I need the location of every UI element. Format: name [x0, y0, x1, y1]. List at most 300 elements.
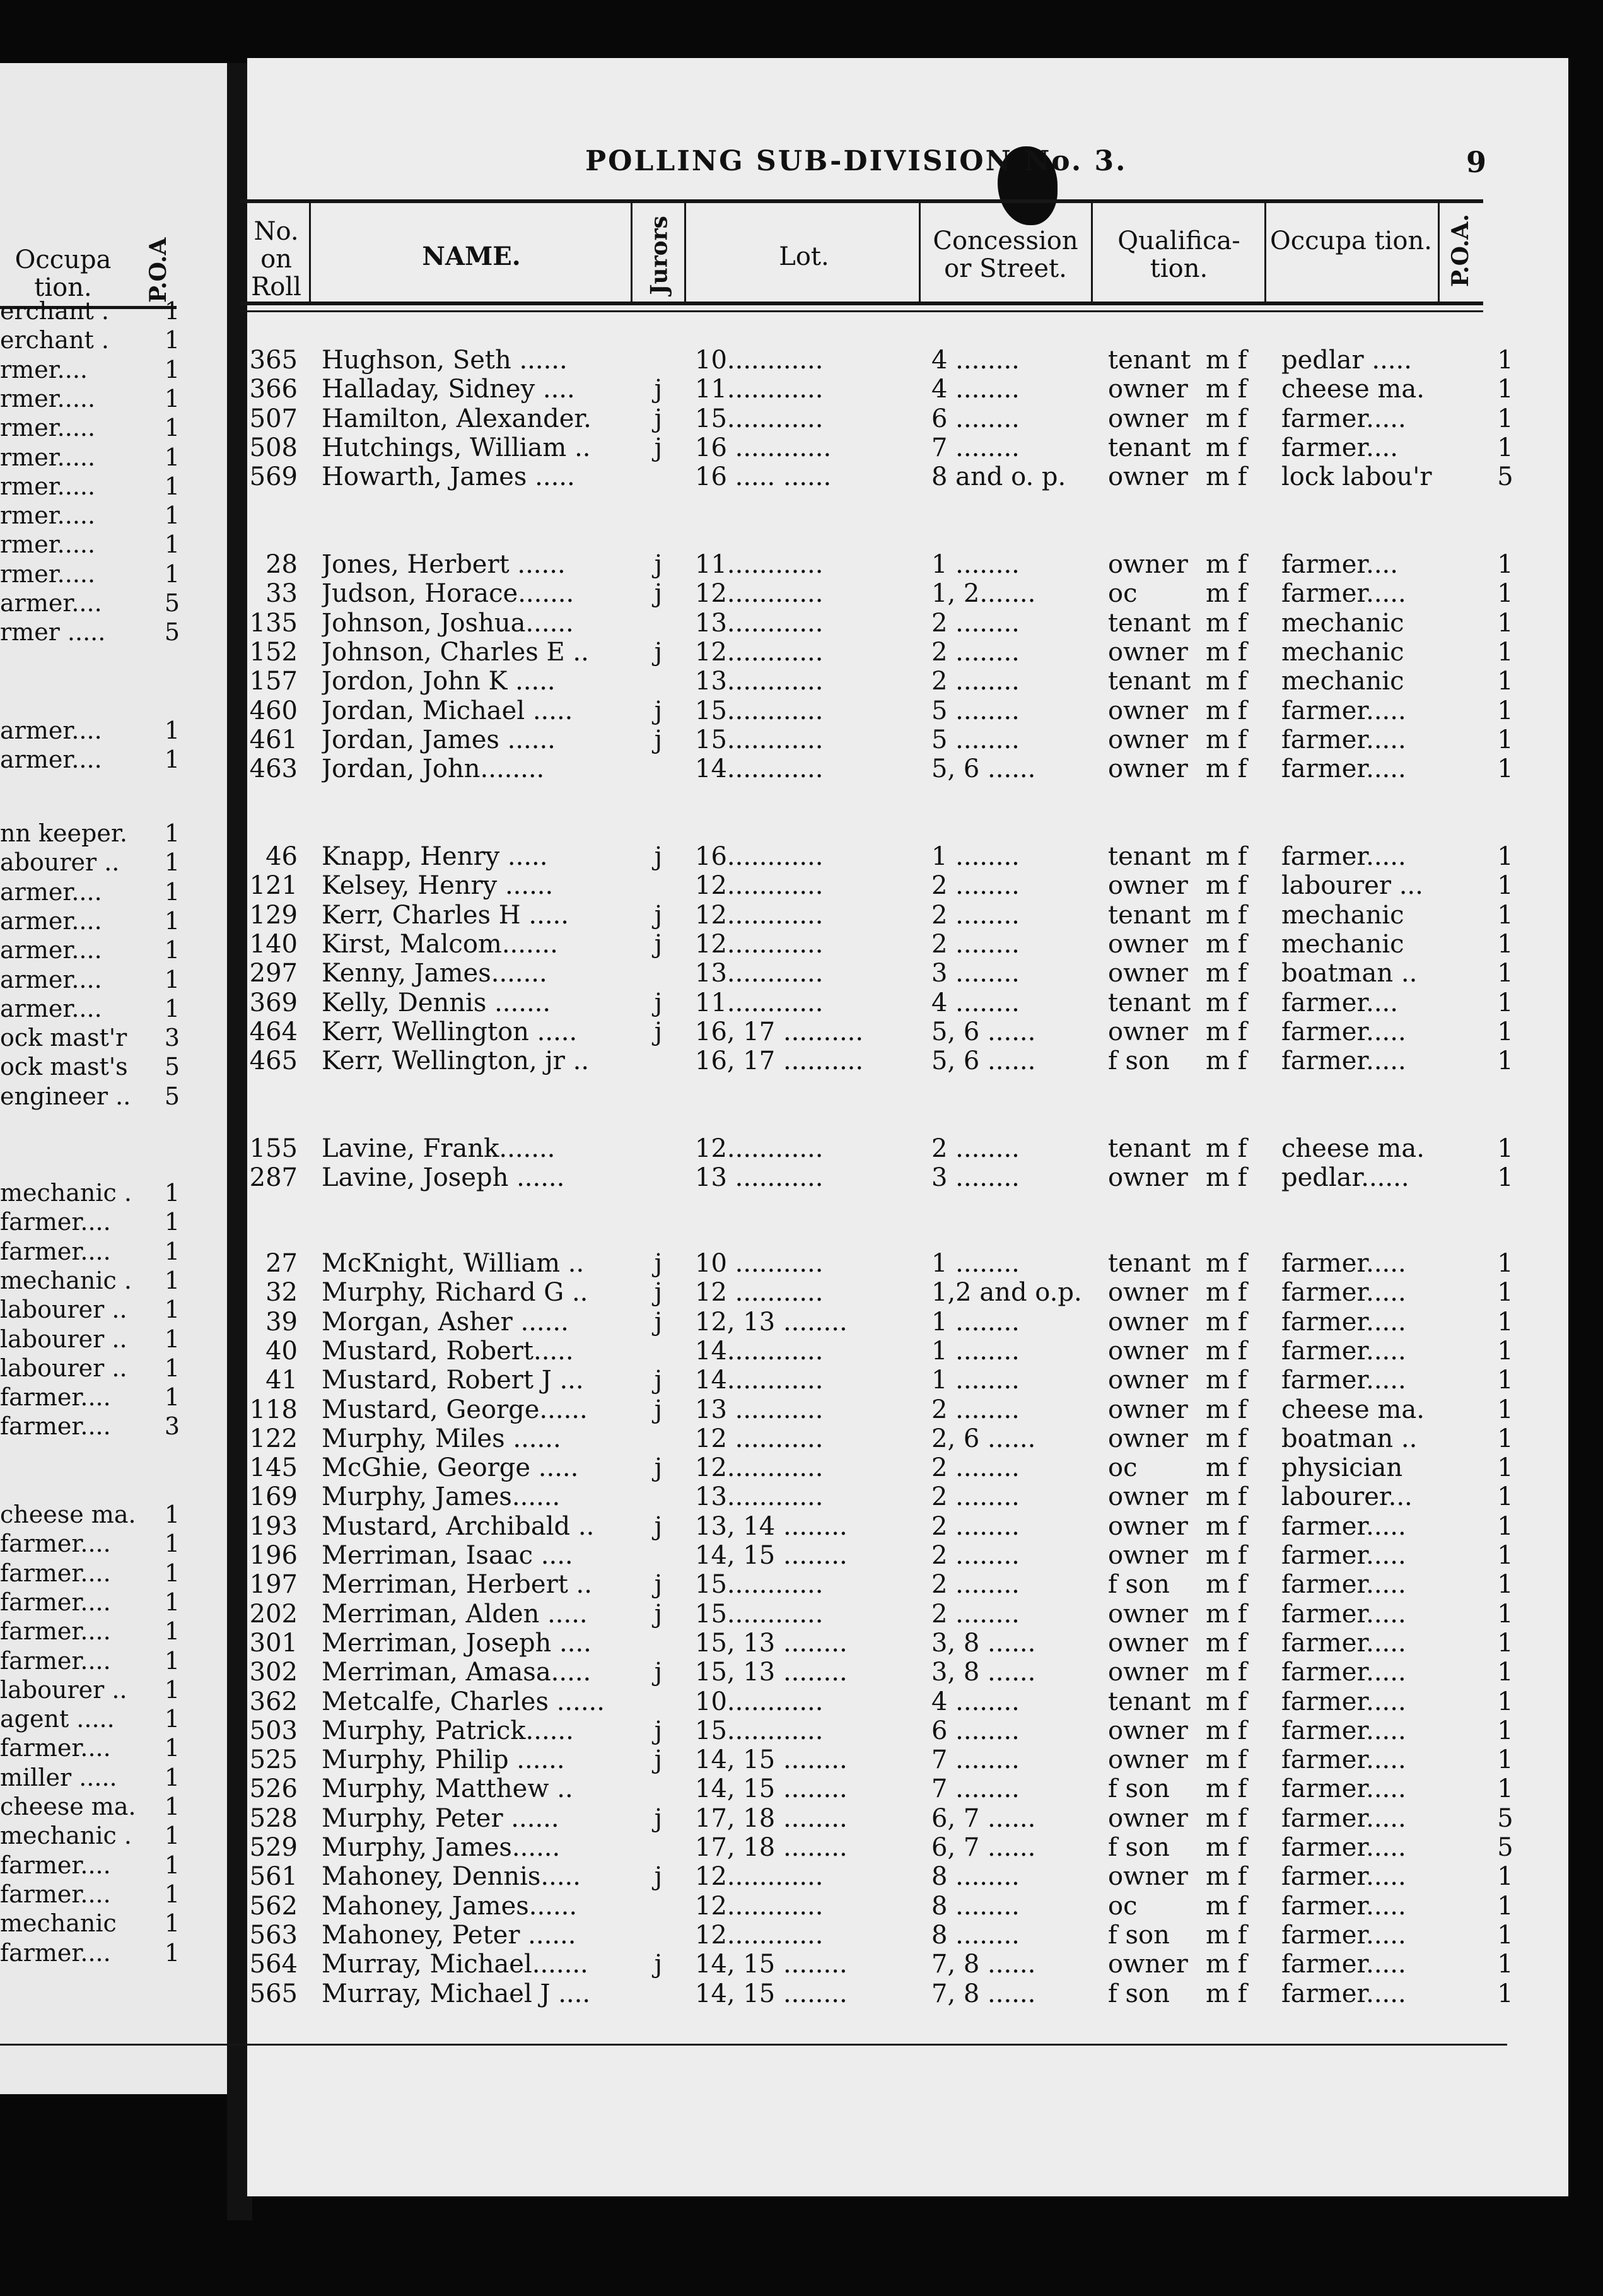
left-occupation-cell: farmer.... [0, 1237, 111, 1265]
lot-cell: 13............ [695, 608, 824, 638]
poa-cell: 1 [1497, 1511, 1513, 1541]
qualification-cell: tenant [1108, 1249, 1191, 1278]
left-poa-cell: 1 [164, 297, 180, 325]
roll-number: 460 [249, 696, 298, 725]
elector-name: Kerr, Wellington, jr .. [322, 1046, 590, 1076]
left-poa-cell: 1 [164, 906, 180, 935]
left-table-row [0, 1559, 208, 1588]
left-occupation-cell: farmer.... [0, 1530, 111, 1558]
occupation-cell: boatman .. [1281, 959, 1418, 988]
left-poa-cell: 1 [164, 848, 180, 877]
left-poa-cell: 1 [164, 1763, 180, 1791]
mf-cell: m f [1206, 1687, 1247, 1716]
roll-number: 563 [249, 1920, 298, 1950]
poa-cell: 1 [1497, 725, 1513, 754]
lot-cell: 12............ [695, 637, 824, 667]
occupation-cell: farmer..... [1281, 1017, 1406, 1046]
left-table-row [0, 1938, 208, 1967]
qualification-cell: owner [1108, 1599, 1188, 1629]
left-occupation-cell: labourer .. [0, 1325, 127, 1353]
occupation-cell: farmer..... [1281, 1046, 1406, 1076]
concession-cell: 2 ........ [931, 1541, 1020, 1570]
qualification-cell: owner [1108, 1424, 1188, 1453]
mf-cell: m f [1206, 1511, 1247, 1541]
table-bottom-rule [0, 2044, 1507, 2046]
concession-cell: 1 ........ [931, 842, 1020, 871]
left-occupation-cell: armer.... [0, 994, 102, 1022]
lot-cell: 13, 14 ........ [695, 1511, 848, 1541]
left-occupation-cell: rmer ..... [0, 618, 106, 647]
qualification-cell: tenant [1108, 346, 1191, 375]
qualification-cell: owner [1108, 1307, 1188, 1337]
left-table-row [0, 472, 208, 501]
left-table-row [0, 589, 208, 618]
left-poa-cell: 1 [164, 501, 180, 530]
poa-cell: 1 [1497, 1046, 1513, 1076]
left-poa-cell: 1 [164, 1530, 180, 1558]
left-occupation-cell: armer.... [0, 877, 102, 906]
table-row [247, 1278, 1559, 1307]
occupation-cell: farmer..... [1281, 754, 1406, 784]
juror-mark: j [654, 433, 663, 462]
left-occupation-cell: cheese ma. [0, 1793, 136, 1820]
juror-mark: j [654, 1658, 663, 1687]
poa-cell: 1 [1497, 433, 1513, 462]
qualification-cell: owner [1108, 1541, 1188, 1570]
occupation-cell: mechanic [1281, 667, 1404, 696]
roll-number: 463 [249, 754, 298, 784]
left-table-row [0, 994, 208, 1023]
qualification-cell: tenant [1108, 667, 1191, 696]
occupation-cell: farmer.... [1281, 433, 1398, 462]
left-table-row [0, 1295, 208, 1324]
left-poa-cell: 1 [164, 1675, 180, 1704]
occupation-cell: cheese ma. [1281, 375, 1425, 404]
left-table-row [0, 1909, 208, 1938]
juror-mark: j [654, 1511, 663, 1541]
left-poa-cell: 5 [164, 1082, 180, 1110]
concession-cell: 2 ........ [931, 1395, 1020, 1424]
juror-mark: j [654, 696, 663, 725]
left-occupation-cell: farmer.... [0, 1208, 111, 1236]
lot-cell: 15............ [695, 1599, 824, 1629]
elector-name: Judson, Horace....... [322, 579, 574, 609]
poa-cell: 1 [1497, 871, 1513, 901]
elector-name: Merriman, Joseph .... [322, 1628, 592, 1658]
page-title: POLLING SUB-DIVISION No. 3. [585, 145, 1128, 177]
lot-cell: 17, 18 ........ [695, 1833, 848, 1862]
table-row [247, 1979, 1559, 2008]
occupation-cell: mechanic [1281, 637, 1404, 667]
poa-cell: 1 [1497, 1979, 1513, 2008]
col-rule-3 [684, 203, 686, 304]
lot-cell: 14, 15 ........ [695, 1950, 848, 1979]
poa-cell: 1 [1497, 1658, 1513, 1687]
left-occupation-cell: ock mast'r [0, 1024, 127, 1052]
left-poa-cell: 1 [164, 355, 180, 384]
poa-cell: 1 [1497, 1745, 1513, 1775]
poa-cell: 1 [1497, 959, 1513, 988]
left-poa-cell: 1 [164, 530, 180, 559]
occupation-cell: farmer..... [1281, 404, 1406, 433]
table-row [247, 1424, 1559, 1453]
elector-name: Murphy, Peter ...... [322, 1803, 559, 1833]
qualification-cell: f son [1108, 1833, 1170, 1862]
occupation-cell: farmer..... [1281, 842, 1406, 871]
elector-name: Murphy, Miles ...... [322, 1424, 561, 1453]
qualification-cell: tenant [1108, 900, 1191, 930]
elector-name: Kerr, Charles H ..... [322, 900, 569, 930]
lot-cell: 10 ........... [695, 1249, 824, 1278]
table-row [247, 1862, 1559, 1891]
concession-cell: 6, 7 ...... [931, 1833, 1036, 1862]
qualification-cell: oc [1108, 1453, 1138, 1483]
left-poa-cell: 1 [164, 1383, 180, 1412]
left-table-row [0, 1354, 208, 1383]
left-occupation-cell: miller ..... [0, 1763, 117, 1791]
left-table-row [0, 1023, 208, 1052]
concession-cell: 7, 8 ...... [931, 1979, 1036, 2008]
poa-cell: 1 [1497, 1920, 1513, 1950]
no-on-roll-header: No. on Roll [251, 217, 301, 302]
table-row [247, 1512, 1559, 1541]
left-poa-cell: 1 [164, 1179, 180, 1207]
roll-number: 40 [265, 1336, 298, 1366]
qualification-cell: owner [1108, 375, 1188, 404]
roll-number: 365 [249, 346, 298, 375]
left-poa-cell: 1 [164, 1734, 180, 1762]
qualification-cell: owner [1108, 1366, 1188, 1395]
juror-mark: j [654, 1745, 663, 1775]
lot-cell: 12 ........... [695, 1278, 824, 1308]
concession-cell: 3, 8 ...... [931, 1658, 1036, 1687]
left-poa-cell: 1 [164, 1822, 180, 1850]
left-occupation-cell: cheese ma. [0, 1501, 136, 1528]
left-table-row [0, 384, 208, 413]
qualification-cell: owner [1108, 404, 1188, 433]
left-occupation-cell: rmer..... [0, 559, 96, 588]
roll-number: 301 [249, 1628, 298, 1658]
juror-mark: j [654, 929, 663, 959]
table-row [247, 1892, 1559, 1921]
juror-mark: j [654, 375, 663, 404]
left-poa-cell: 1 [164, 443, 180, 471]
roll-number: 41 [265, 1366, 298, 1395]
lot-cell: 16............ [695, 842, 824, 871]
poa-cell: 1 [1497, 988, 1513, 1017]
left-occupation-cell: farmer.... [0, 1646, 111, 1675]
poa-cell: 1 [1497, 404, 1513, 433]
juror-mark: j [654, 550, 663, 579]
occupation-cell: farmer..... [1281, 1541, 1406, 1570]
table-row [247, 1046, 1559, 1075]
left-table-row [0, 1821, 208, 1850]
qualification-cell: tenant [1108, 988, 1191, 1017]
qualification-cell: owner [1108, 696, 1188, 725]
mf-cell: m f [1206, 959, 1247, 988]
table-row [247, 1774, 1559, 1803]
mf-cell: m f [1206, 1336, 1247, 1366]
poa-cell: 1 [1497, 1687, 1513, 1716]
concession-cell: 2 ........ [931, 1570, 1020, 1600]
table-row [247, 901, 1559, 930]
juror-mark: j [654, 579, 663, 609]
lot-cell: 14, 15 ........ [695, 1979, 848, 2008]
poa-cell: 1 [1497, 637, 1513, 667]
mf-cell: m f [1206, 1366, 1247, 1395]
left-poa-cell: 1 [164, 1793, 180, 1820]
elector-name: Johnson, Joshua...... [322, 608, 574, 638]
left-poa-cell: 1 [164, 1880, 180, 1908]
concession-cell: 2 ........ [931, 929, 1020, 959]
table-row [247, 1134, 1559, 1163]
left-table-row [0, 530, 208, 559]
table-row [247, 1716, 1559, 1745]
left-table-row [0, 1178, 208, 1207]
mf-cell: m f [1206, 929, 1247, 959]
qualification-cell: owner [1108, 1278, 1188, 1308]
concession-cell: 8 ........ [931, 1920, 1020, 1950]
concession-cell: 2 ........ [931, 900, 1020, 930]
lot-cell: 14............ [695, 754, 824, 784]
roll-number: 129 [249, 900, 298, 930]
left-poa-header: P.O.A [145, 237, 172, 303]
left-table-row [0, 1792, 208, 1821]
left-table-row [0, 1646, 208, 1675]
poa-cell: 1 [1497, 1570, 1513, 1600]
concession-cell: 1 ........ [931, 1307, 1020, 1337]
qualification-cell: owner [1108, 1658, 1188, 1687]
elector-name: Hutchings, William .. [322, 433, 591, 462]
roll-number: 135 [249, 608, 298, 638]
poa-cell: 1 [1497, 667, 1513, 696]
juror-mark: j [654, 1862, 663, 1892]
elector-name: Jordan, James ...... [322, 725, 556, 754]
left-table-row [0, 325, 208, 354]
elector-name: Murphy, Patrick...... [322, 1716, 574, 1745]
table-row [247, 1017, 1559, 1046]
elector-name: Merriman, Amasa..... [322, 1658, 592, 1687]
poa-header: P.O.A. [1447, 214, 1474, 287]
lot-cell: 14............ [695, 1336, 824, 1366]
table-row [247, 346, 1559, 375]
left-poa-cell: 1 [164, 1559, 180, 1587]
left-occupation-cell: rmer..... [0, 414, 96, 442]
table-header-bottom-rule [240, 302, 1483, 305]
left-table-row [0, 1266, 208, 1295]
poa-cell: 1 [1497, 1249, 1513, 1278]
lot-cell: 15............ [695, 1716, 824, 1745]
table-row [247, 375, 1559, 404]
left-poa-cell: 1 [164, 819, 180, 847]
elector-name: Mustard, Archibald .. [322, 1511, 595, 1541]
left-poa-cell: 1 [164, 414, 180, 442]
left-poa-cell: 1 [164, 1325, 180, 1353]
table-row [247, 725, 1559, 754]
juror-mark: j [654, 637, 663, 667]
qualification-cell: tenant [1108, 1687, 1191, 1716]
left-occupation-cell: labourer .. [0, 1354, 127, 1382]
elector-name: Howarth, James ..... [322, 462, 575, 492]
occupation-cell: farmer..... [1281, 725, 1406, 754]
left-occupation-cell: labourer .. [0, 1675, 127, 1704]
poa-cell: 1 [1497, 1482, 1513, 1512]
mf-cell: m f [1206, 1424, 1247, 1453]
lot-cell: 10............ [695, 1687, 824, 1716]
mf-cell: m f [1206, 1570, 1247, 1600]
concession-cell: 1 ........ [931, 1366, 1020, 1395]
elector-name: Hughson, Seth ...... [322, 346, 568, 375]
roll-number: 121 [249, 871, 298, 901]
left-occupation-cell: mechanic . [0, 1266, 132, 1294]
occupation-cell: farmer..... [1281, 1658, 1406, 1687]
roll-number: 155 [249, 1134, 298, 1163]
qualification-cell: owner [1108, 725, 1188, 754]
qualification-cell: owner [1108, 754, 1188, 784]
left-table-row [0, 1052, 208, 1081]
table-row [247, 404, 1559, 433]
left-poa-cell: 1 [164, 1617, 180, 1646]
mf-cell: m f [1206, 1862, 1247, 1892]
qualification-cell: f son [1108, 1046, 1170, 1076]
left-occupation-cell: farmer.... [0, 1617, 111, 1646]
poa-cell: 1 [1497, 1774, 1513, 1804]
occupation-cell: farmer..... [1281, 1891, 1406, 1921]
occupation-cell: farmer..... [1281, 1307, 1406, 1337]
elector-name: Murray, Michael....... [322, 1950, 588, 1979]
table-row [247, 1249, 1559, 1278]
left-poa-cell: 1 [164, 384, 180, 413]
table-row [247, 579, 1559, 608]
occupation-cell: farmer..... [1281, 579, 1406, 609]
left-poa-cell: 1 [164, 1354, 180, 1382]
elector-name: Jordan, Michael ..... [322, 696, 573, 725]
lot-cell: 15, 13 ........ [695, 1658, 848, 1687]
left-occupation-cell: mechanic . [0, 1822, 132, 1850]
roll-number: 152 [249, 637, 298, 667]
left-poa-cell: 1 [164, 717, 180, 744]
left-table-row [0, 443, 208, 472]
roll-number: 169 [249, 1482, 298, 1512]
juror-mark: j [654, 842, 663, 871]
left-poa-cell: 1 [164, 1851, 180, 1879]
left-occupation-cell: rmer.... [0, 355, 88, 384]
table-row [247, 1921, 1559, 1950]
left-poa-cell: 1 [164, 559, 180, 588]
elector-name: Knapp, Henry ..... [322, 842, 548, 871]
table-row [247, 1833, 1559, 1862]
lot-cell: 13............ [695, 667, 824, 696]
roll-number: 366 [249, 375, 298, 404]
left-table-row [0, 1325, 208, 1354]
concession-cell: 1 ........ [931, 1249, 1020, 1278]
elector-name: Kelly, Dennis ....... [322, 988, 551, 1017]
roll-number: 193 [249, 1511, 298, 1541]
table-row [247, 1629, 1559, 1658]
occupation-cell: physician [1281, 1453, 1403, 1483]
left-table-row [0, 1588, 208, 1617]
concession-cell: 5 ........ [931, 696, 1020, 725]
concession-cell: 7 ........ [931, 433, 1020, 462]
table-row [247, 609, 1559, 638]
left-poa-cell: 1 [164, 1588, 180, 1616]
mf-cell: m f [1206, 1134, 1247, 1163]
roll-number: 157 [249, 667, 298, 696]
table-row [247, 1366, 1559, 1395]
occupation-cell: cheese ma. [1281, 1395, 1425, 1424]
juror-mark: j [654, 404, 663, 433]
elector-name: McKnight, William .. [322, 1249, 585, 1278]
qualification-cell: owner [1108, 1745, 1188, 1775]
concession-cell: 2 ........ [931, 1134, 1020, 1163]
elector-name: Merriman, Alden ..... [322, 1599, 588, 1629]
elector-name: Murphy, Matthew .. [322, 1774, 573, 1804]
elector-name: Morgan, Asher ...... [322, 1307, 569, 1337]
occupation-cell: farmer..... [1281, 1278, 1406, 1308]
left-occupation-cell: engineer .. [0, 1082, 131, 1110]
left-table-row [0, 296, 208, 325]
lot-cell: 13 ........... [695, 1163, 824, 1193]
occupation-cell: farmer..... [1281, 1570, 1406, 1600]
left-table-row [0, 501, 208, 530]
elector-name: Lavine, Frank....... [322, 1134, 556, 1163]
lot-cell: 15............ [695, 1570, 824, 1600]
roll-number: 507 [249, 404, 298, 433]
qualification-cell: tenant [1108, 842, 1191, 871]
qualification-cell: f son [1108, 1920, 1170, 1950]
qualification-cell: owner [1108, 1511, 1188, 1541]
occupation-cell: farmer.... [1281, 988, 1398, 1017]
juror-mark: j [654, 1366, 663, 1395]
lot-cell: 12, 13 ........ [695, 1307, 848, 1337]
qualification-cell: owner [1108, 462, 1188, 492]
concession-cell: 1, 2....... [931, 579, 1036, 609]
poa-cell: 1 [1497, 550, 1513, 579]
roll-number: 196 [249, 1541, 298, 1570]
roll-number: 297 [249, 959, 298, 988]
table-row [247, 1541, 1559, 1570]
left-occupation-cell: armer.... [0, 906, 102, 935]
concession-cell: 2 ........ [931, 637, 1020, 667]
juror-mark: j [654, 1599, 663, 1629]
left-occupation-cell: ock mast's [0, 1053, 128, 1081]
lot-header: Lot. [779, 242, 829, 271]
qualification-cell: tenant [1108, 608, 1191, 638]
elector-name: Murphy, Richard G .. [322, 1278, 588, 1308]
col-rule-6 [1264, 203, 1266, 304]
mf-cell: m f [1206, 579, 1247, 609]
poa-cell: 1 [1497, 346, 1513, 375]
elector-name: Lavine, Joseph ...... [322, 1163, 565, 1193]
left-occupation-cell: mechanic [0, 1909, 117, 1938]
mf-cell: m f [1206, 1658, 1247, 1687]
table-row [247, 1658, 1559, 1687]
mf-cell: m f [1206, 842, 1247, 871]
roll-number: 33 [265, 579, 298, 609]
occupation-cell: mechanic [1281, 929, 1404, 959]
juror-mark: j [654, 1395, 663, 1424]
elector-name: Mahoney, James...... [322, 1891, 578, 1921]
mf-cell: m f [1206, 433, 1247, 462]
roll-number: 562 [249, 1891, 298, 1921]
occupation-cell: pedlar...... [1281, 1163, 1409, 1193]
left-occupation-cell: armer.... [0, 746, 102, 774]
mf-cell: m f [1206, 462, 1247, 492]
mf-cell: m f [1206, 1803, 1247, 1833]
poa-cell: 1 [1497, 1336, 1513, 1366]
left-occupation-cell: farmer.... [0, 1734, 111, 1762]
table-row [247, 1600, 1559, 1629]
